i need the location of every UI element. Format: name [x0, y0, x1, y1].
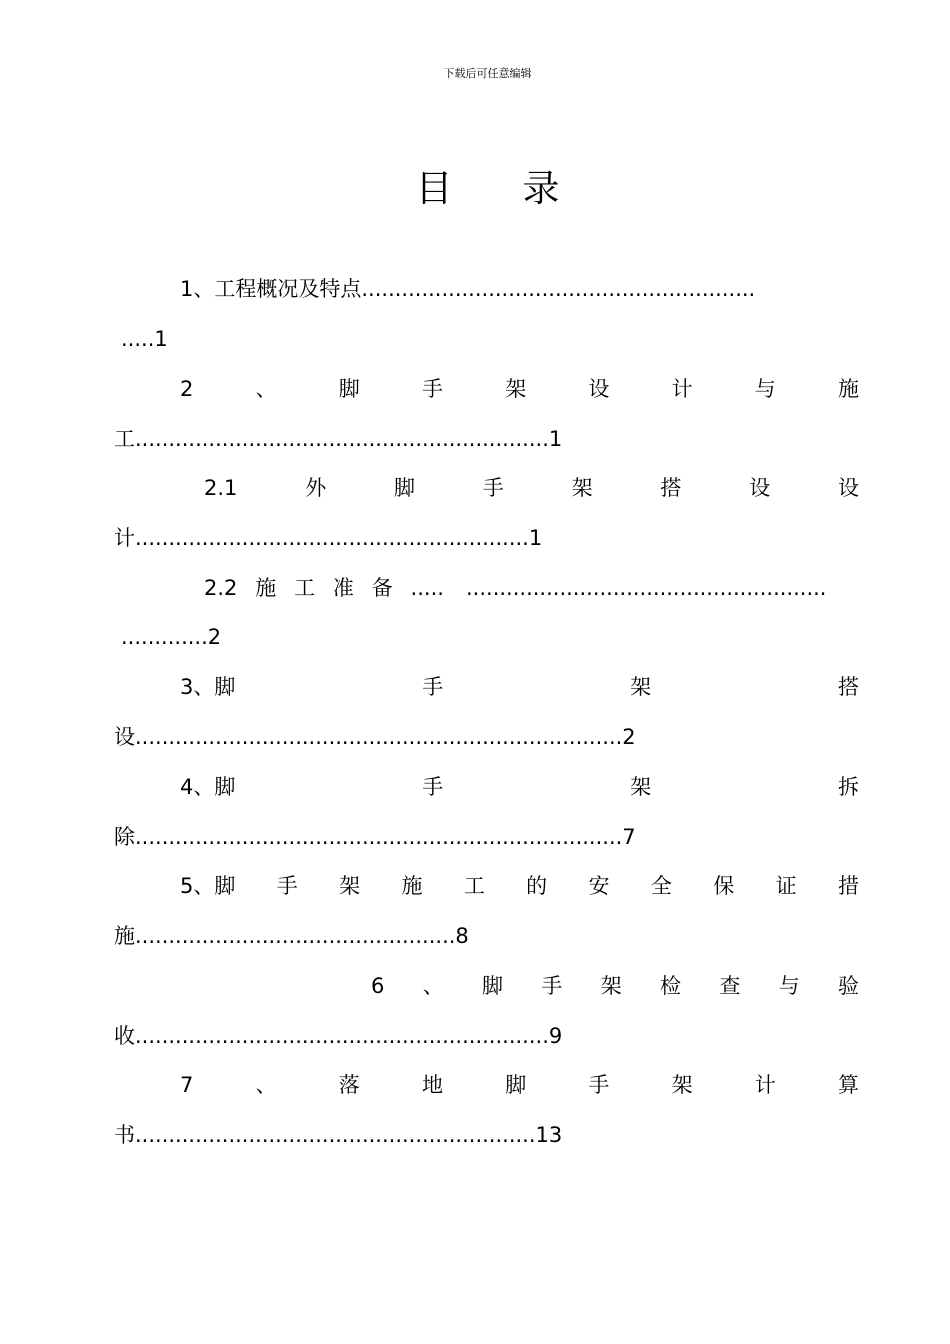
toc-word: 设 — [749, 476, 771, 500]
toc-word: 5、脚 — [180, 874, 236, 898]
toc-entry-2-line2[interactable] — [114, 424, 859, 454]
toc-entry-6-page: 收..............................................................9 — [114, 1024, 563, 1048]
toc-word: 架 — [505, 377, 527, 401]
toc-entry-1-page: .....1 — [121, 327, 168, 351]
toc-word: 架 — [630, 675, 652, 699]
toc-word: 脚 — [505, 1073, 527, 1097]
toc-word: 搭 — [838, 675, 859, 699]
toc-entry-2-2-line2[interactable] — [121, 622, 866, 652]
toc-word: 准 — [332, 576, 354, 600]
toc-entry-2-page: 工..............................................................1 — [114, 427, 563, 451]
toc-entry-2-1-page: 计...........................................................1 — [114, 526, 543, 550]
toc-entry-5-line2[interactable] — [114, 921, 859, 951]
toc-word: 工 — [463, 874, 485, 898]
toc-word: 2.2 — [204, 576, 238, 600]
toc-entry-2-line1[interactable] — [180, 374, 859, 404]
toc-entry-6-line2[interactable] — [114, 1021, 859, 1051]
toc-word: 、 — [255, 377, 277, 401]
toc-entry-7-page: 书............................................................13 — [114, 1123, 563, 1147]
toc-entry-3-line1[interactable] — [180, 672, 859, 702]
toc-entry-1-title: 1、工程概况及特点 — [180, 277, 362, 301]
toc-word: 施 — [255, 576, 277, 600]
toc-entry-4-page: 除.........................................................................7 — [114, 825, 636, 849]
toc-word: 全 — [650, 874, 672, 898]
toc-word: 手 — [541, 974, 563, 998]
toc-word: 3、脚 — [180, 675, 236, 699]
toc-word: 4、脚 — [180, 775, 236, 799]
toc-word: 备 — [371, 576, 393, 600]
toc-entry-2-1-line1[interactable] — [204, 473, 859, 503]
page-title: 目录 — [415, 167, 630, 210]
toc-word: 2.1 — [204, 476, 238, 500]
toc-entry-1-leader: ........................................................... — [361, 277, 756, 301]
toc-word: 与 — [778, 974, 800, 998]
toc-word: 工 — [294, 576, 316, 600]
toc-entry-2-1-line2[interactable] — [114, 523, 859, 553]
toc-entry-2-2-line1[interactable] — [204, 573, 859, 603]
toc-word: 验 — [838, 974, 859, 998]
toc-word: 手 — [422, 775, 444, 799]
toc-word: 、 — [422, 974, 444, 998]
toc-word: 手 — [276, 874, 298, 898]
toc-word: 地 — [421, 1073, 443, 1097]
page-header-note: 下载后可任意编辑 — [443, 67, 532, 80]
toc-entry-5-page: 施................................................8 — [114, 924, 469, 948]
toc-entry-1-line2[interactable] — [121, 324, 866, 354]
toc-entry-1-line1[interactable] — [180, 274, 859, 304]
toc-entry-4-line2[interactable] — [114, 822, 859, 852]
toc-word: ..... — [410, 576, 444, 600]
toc-word: 证 — [775, 874, 797, 898]
toc-word: 脚 — [394, 476, 415, 500]
toc-entry-2-2-leader: ...................................................... — [466, 576, 827, 600]
toc-word: 检 — [660, 974, 682, 998]
toc-word: 施 — [838, 377, 859, 401]
toc-word: 手 — [422, 675, 444, 699]
toc-word: 架 — [600, 974, 622, 998]
toc-word: 手 — [482, 476, 504, 500]
toc-entry-3-line2[interactable] — [114, 722, 859, 752]
toc-word: 架 — [671, 1073, 693, 1097]
toc-word: 落 — [338, 1073, 360, 1097]
toc-entry-3-page: 设.........................................................................2 — [114, 725, 636, 749]
toc-word: 设 — [837, 476, 859, 500]
toc-entry-7-line2[interactable] — [114, 1120, 859, 1150]
toc-word: 计 — [754, 1073, 776, 1097]
toc-word: 设 — [588, 377, 610, 401]
toc-word: 算 — [838, 1073, 859, 1097]
toc-entry-6-line1[interactable] — [371, 971, 859, 1001]
toc-word: 施 — [401, 874, 423, 898]
toc-word: 脚 — [482, 974, 504, 998]
toc-word: 手 — [588, 1073, 610, 1097]
toc-word: 7 — [180, 1073, 194, 1097]
toc-word: 6 — [371, 974, 385, 998]
toc-word: 外 — [305, 476, 327, 500]
toc-word: 保 — [713, 874, 735, 898]
toc-entry-5-line1[interactable] — [180, 871, 859, 901]
toc-entry-2-2-page: .............2 — [121, 625, 222, 649]
toc-word: 架 — [339, 874, 361, 898]
toc-word: 架 — [630, 775, 652, 799]
toc-word: 计 — [671, 377, 693, 401]
toc-word: 安 — [588, 874, 610, 898]
toc-word: 搭 — [660, 476, 682, 500]
toc-entry-4-line1[interactable] — [180, 772, 859, 802]
toc-entry-7-line1[interactable] — [180, 1070, 859, 1100]
toc-word: 、 — [255, 1073, 277, 1097]
toc-word: 与 — [754, 377, 776, 401]
toc-word: 的 — [526, 874, 548, 898]
toc-entry-2-2-title — [204, 573, 444, 603]
toc-word: 查 — [719, 974, 741, 998]
toc-word: 2 — [180, 377, 194, 401]
toc-word: 手 — [421, 377, 443, 401]
toc-word: 拆 — [838, 775, 859, 799]
toc-word: 脚 — [338, 377, 360, 401]
toc-word: 措 — [837, 874, 859, 898]
toc-word: 架 — [571, 476, 593, 500]
